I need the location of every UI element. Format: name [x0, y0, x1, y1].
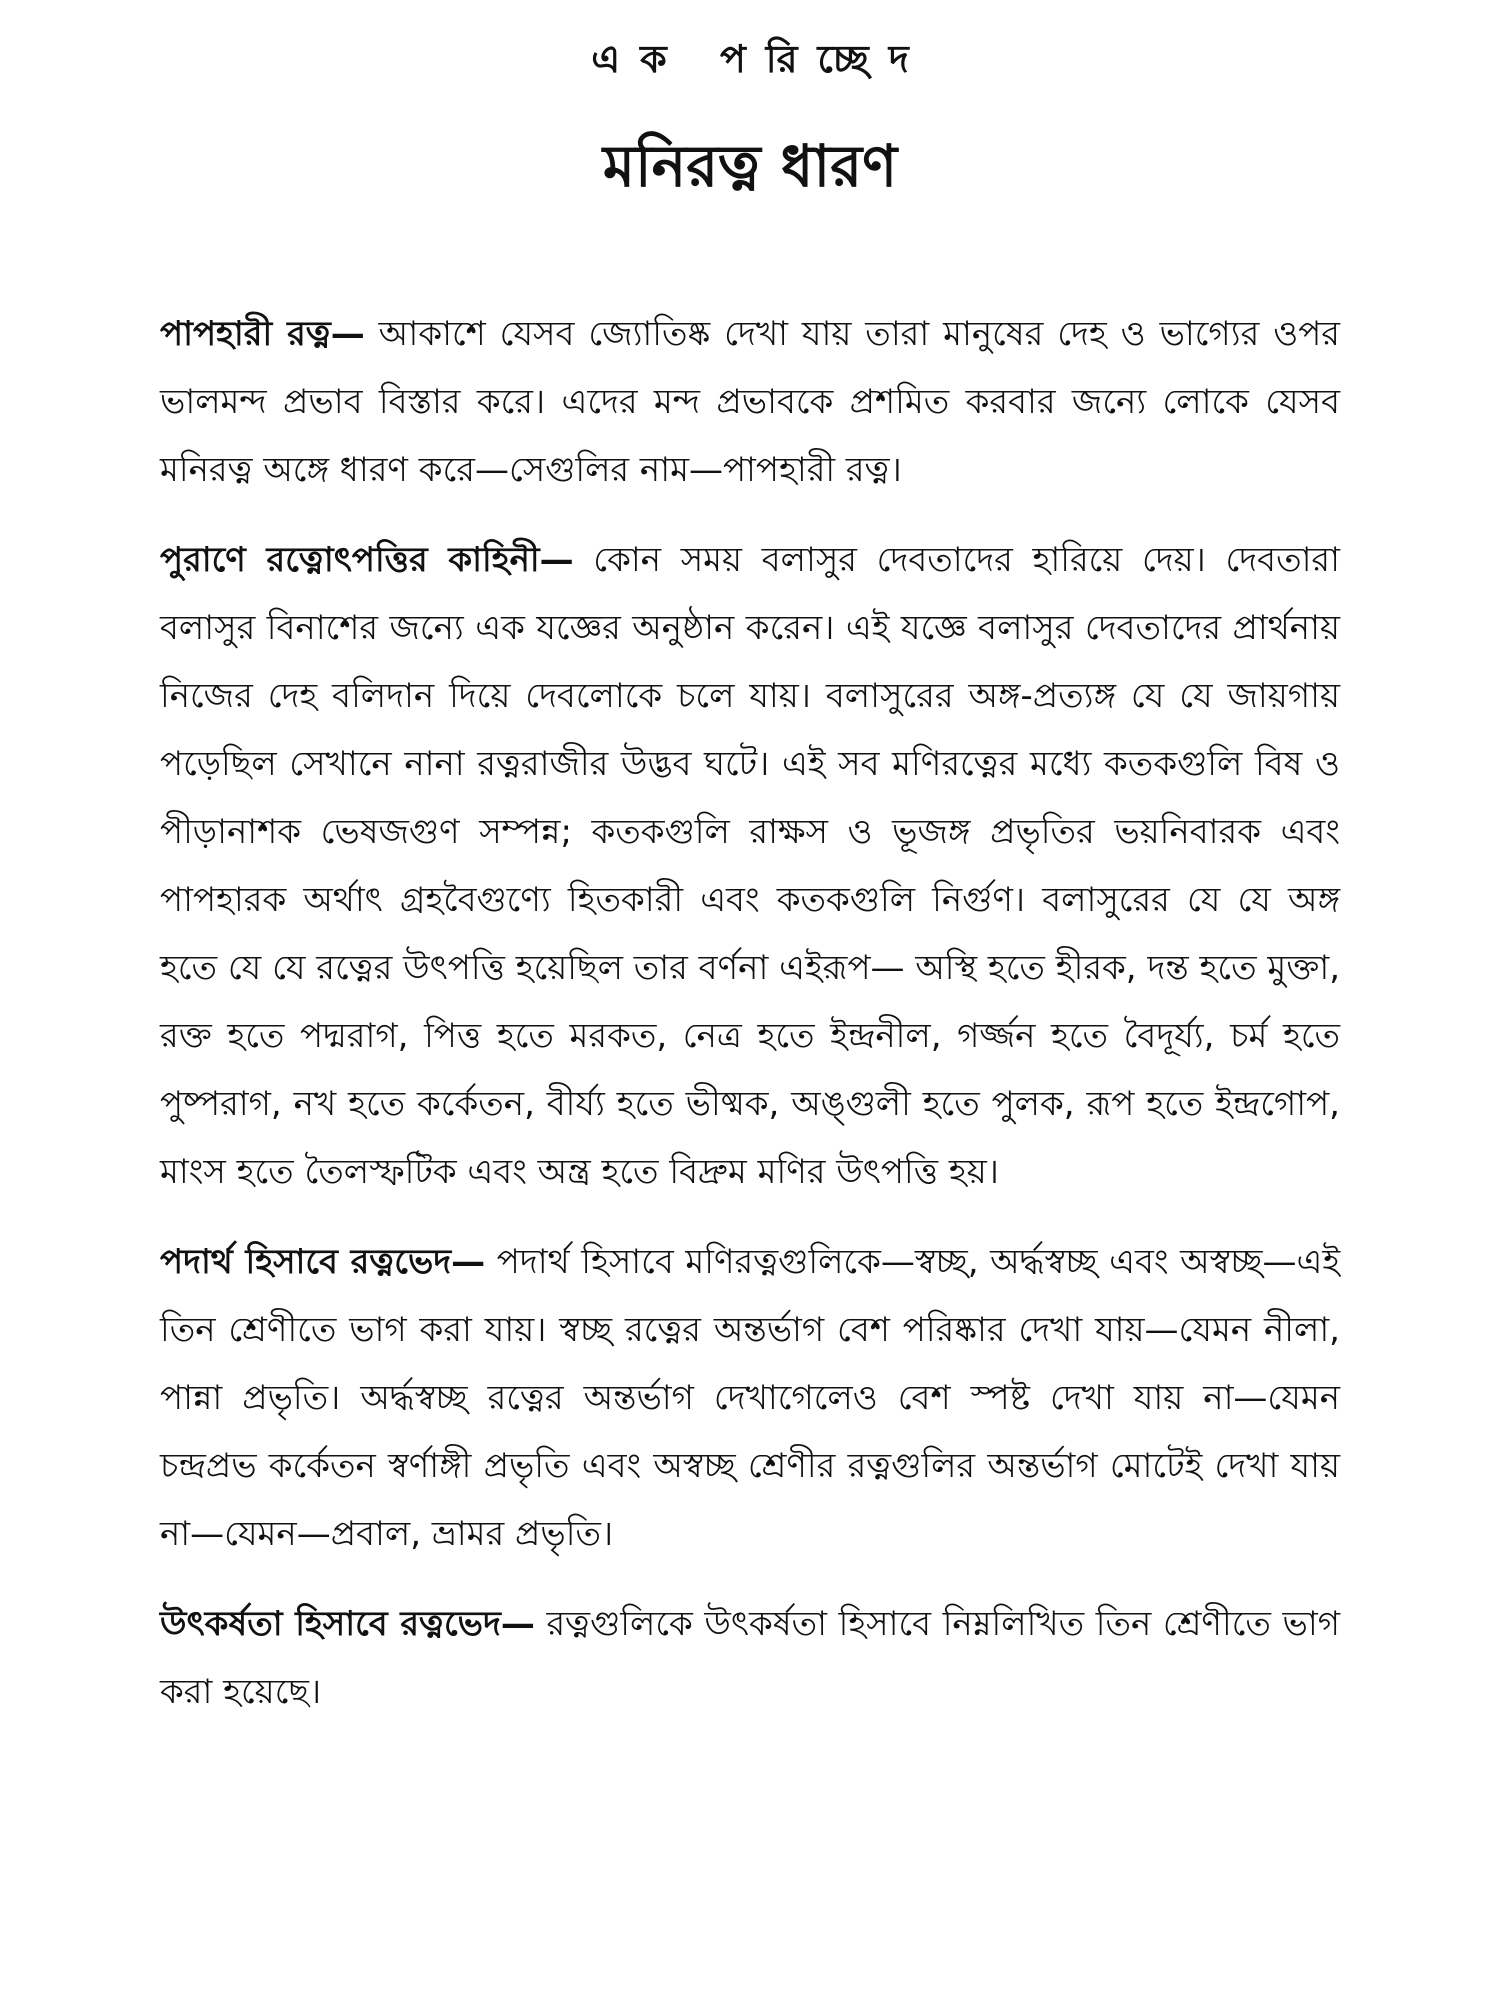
paragraph-purane: [160, 526, 1340, 1206]
chapter-title: মনিরত্ন ধারণ: [602, 132, 898, 200]
paragraph-text: কোন সময় বলাসুর দেবতাদের হারিয়ে দেয়। দেবতারা বলাসুর বিনাশের জন্যে এক যজ্ঞের অনুষ্ঠান করেন। এই যজ্ঞে বলাসুর দেবতাদের প্রার্থনায় নিজের দেহ বলিদান দিয়ে দেবলোকে চলে যায়। বলাসুরের অঙ্গ-প্রত্যঙ্গ যে যে জায়গায় পড়েছিল সেখানে নানা রত্নরাজীর উদ্ভব ঘটে। এই সব মণিরত্নের মধ্যে কতকগুলি বিষ ও পীড়ানাশক ভেষজগুণ সম্পন্ন; কতকগুলি রাক্ষস ও ভূজঙ্গ প্রভৃতির ভয়নিবারক এবং পাপহারক অর্থাৎ গ্রহবৈগুণ্যে হিতকারী এবং কতকগুলি নির্গুণ। বলাসুরের যে যে অঙ্গ হতে যে যে রত্নের উৎপত্তি হয়েছিল তার বর্ণনা এইরূপ— অস্থি হতে হীরক, দন্ত হতে মুক্তা, রক্ত হতে পদ্মরাগ, পিত্ত হতে মরকত, নেত্র হতে ইন্দ্রনীল, গর্জ্জন হতে বৈদূর্য্য, চর্ম হতে পুষ্পরাগ, নখ হতে কর্কেতন, বীর্য্য হতে ভীষ্মক, অঙ্গুলী হতে পুলক, রূপ হতে ইন্দ্রগোপ, মাংস হতে তৈলস্ফটিক এবং অন্ত্র হতে বিদ্রুম মণির উৎপত্তি হয়।: [160, 540, 1340, 1192]
paragraph-heading: পাপহারী রত্ন—: [160, 314, 365, 354]
chapter-label: এক পরিচ্ছেদ: [591, 37, 929, 81]
paragraph-padartha: [160, 1228, 1340, 1568]
paragraph-heading: উৎকর্ষতা হিসাবে রত্নভেদ—: [160, 1604, 535, 1644]
paragraph-heading: পুরাণে রত্নোৎপত্তির কাহিনী—: [160, 540, 574, 580]
paragraph-text: আকাশে যেসব জ্যোতিষ্ক দেখা যায় তারা মানুষের দেহ ও ভাগ্যের ওপর ভালমন্দ প্রভাব বিস্তার করে। এদের মন্দ প্রভাবকে প্রশমিত করবার জন্যে লোকে যেসব মনিরত্ন অঙ্গে ধারণ করে—সেগুলির নাম—পাপহারী রত্ন।: [160, 314, 1340, 490]
paragraph-papahari: [160, 300, 1340, 504]
paragraph-heading: পদার্থ হিসাবে রত্নভেদ—: [160, 1242, 486, 1282]
paragraph-utkarsha: [160, 1590, 1340, 1726]
paragraph-text: রত্নগুলিকে উৎকর্ষতা হিসাবে নিম্নলিখিত তিন শ্রেণীতে ভাগ করা হয়েছে।: [160, 1604, 1340, 1712]
page-body: [160, 300, 1340, 1748]
paragraph-text: পদার্থ হিসাবে মণিরত্নগুলিকে—স্বচ্ছ, অর্দ্ধস্বচ্ছ এবং অস্বচ্ছ—এই তিন শ্রেণীতে ভাগ করা যায়। স্বচ্ছ রত্নের অন্তর্ভাগ বেশ পরিষ্কার দেখা যায়—যেমন নীলা, পান্না প্রভৃতি। অর্দ্ধস্বচ্ছ রত্নের অন্তর্ভাগ দেখাগেলেও বেশ স্পষ্ট দেখা যায় না—যেমন চন্দ্রপ্রভ কর্কেতন স্বর্ণাঙ্গী প্রভৃতি এবং অস্বচ্ছ শ্রেণীর রত্নগুলির অন্তর্ভাগ মোটেই দেখা যায় না—যেমন—প্রবাল, ভ্রামর প্রভৃতি।: [160, 1242, 1341, 1554]
